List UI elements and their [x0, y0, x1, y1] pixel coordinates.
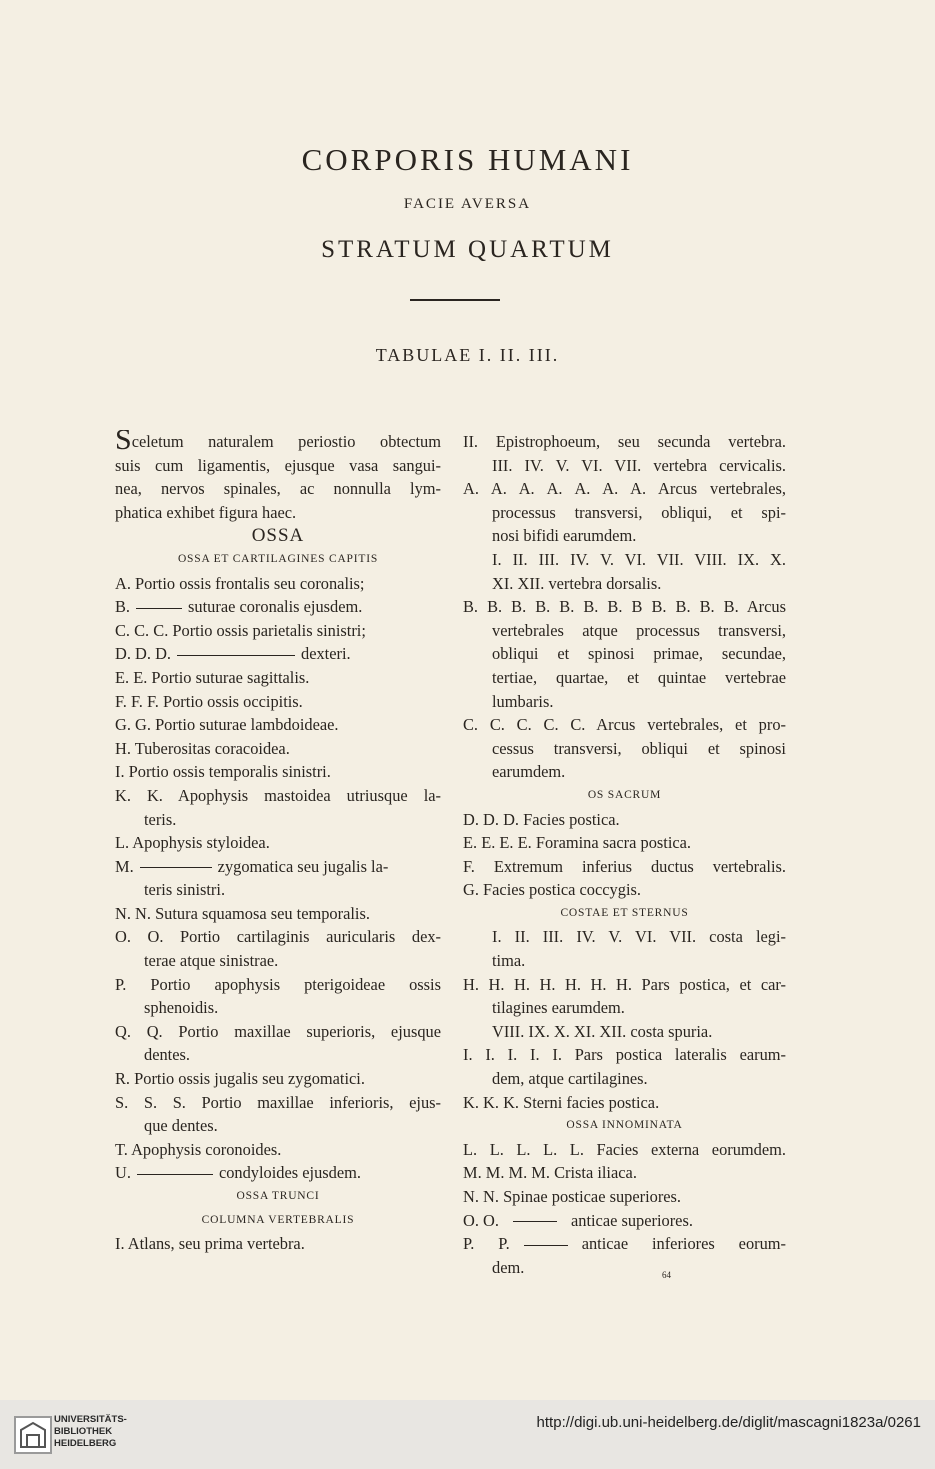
entry-line: vertebrales atque processus transversi,	[492, 620, 786, 640]
entry-line: P. P. anticae inferiores eorum-	[463, 1234, 786, 1254]
subheading-trunci: OSSA TRUNCI	[236, 1190, 320, 1202]
entry-line: C. C. C. C. C. Arcus vertebrales, et pro-	[463, 715, 786, 735]
entry-line: nosi bifidi earumdem.	[492, 526, 637, 546]
entry-line: dem.	[492, 1257, 525, 1277]
entry-line: dentes.	[144, 1045, 190, 1065]
entry-line: cessus transversi, obliqui et spinosi	[492, 738, 786, 758]
entry-line: L. L. L. L. L. Facies externa eorumdem.	[463, 1139, 786, 1159]
entry-line: I. Portio ossis temporalis sinistri.	[115, 762, 331, 782]
section-heading-ossa: OSSA	[251, 525, 305, 547]
entry-line: F. Extremum inferius ductus vertebralis.	[463, 856, 786, 876]
footer-bar	[0, 1400, 935, 1469]
entry-line: N. N. Sutura squamosa seu temporalis.	[115, 903, 370, 923]
subtitle: FACIE AVERSA	[403, 196, 532, 212]
entry-line: earumdem.	[492, 762, 566, 782]
entry-line: N. N. Spinae posticae superiores.	[463, 1187, 682, 1206]
entry-line: terae atque sinistrae.	[144, 951, 279, 971]
entry-line: G. G. Portio suturae lambdoideae.	[115, 715, 339, 735]
drop-cap: S	[115, 430, 132, 454]
entry-line: H. H. H. H. H. H. H. Pars postica, et car-	[463, 974, 786, 994]
entry-line: G. Facies postica coccygis.	[463, 880, 641, 900]
library-logo-icon	[14, 1416, 52, 1454]
entry-line: que dentes.	[144, 1116, 218, 1136]
entry-line: K. K. Apophysis mastoidea utriusque la-	[115, 785, 441, 805]
entry-line: M. zygomatica seu jugalis la-	[115, 856, 389, 876]
subheading-costae: COSTAE ET STERNUS	[560, 906, 689, 919]
left-column	[115, 430, 441, 1256]
entry-line: O. O. Portio cartilaginis auricularis dex-	[115, 927, 441, 947]
entry-line: A. A. A. A. A. A. A. Arcus vertebrales,	[463, 479, 786, 499]
entry-line: XI. XII. vertebra dorsalis.	[492, 573, 662, 593]
subheading-innominata: OSSA INNOMINATA	[566, 1119, 683, 1132]
intro-line: Sceletum naturalem periostio obtectum	[115, 430, 441, 454]
entry-line: III. IV. V. VI. VII. vertebra cervicalis.	[492, 455, 786, 475]
entry-line: I. I. I. I. I. Pars postica lateralis earum-	[463, 1045, 786, 1065]
page-number: 64	[662, 1270, 671, 1280]
entry-line: P. Portio apophysis pterigoideae ossis	[115, 974, 441, 994]
entry-line: obliqui et spinosi primae, secundae,	[492, 644, 786, 664]
entry-line: L. Apophysis styloidea.	[115, 833, 270, 853]
entry-line: tima.	[492, 951, 526, 971]
subheading-capitis: OSSA ET CARTILAGINES CAPITIS	[177, 552, 379, 565]
entry-line: tertiae, quartae, et quintae vertebrae	[492, 667, 786, 687]
entry-line: C. C. C. Portio ossis parietalis sinistri;	[115, 620, 366, 640]
entry-line: I. II. III. IV. V. VI. VII. VIII. IX. X.	[492, 549, 786, 569]
entry-line: D. D. D. dexteri.	[115, 644, 351, 664]
entry-line: sphenoidis.	[144, 998, 219, 1018]
title-divider	[410, 299, 500, 301]
entry-line: D. D. D. Facies postica.	[463, 809, 620, 829]
entry-line: teris sinistri.	[144, 880, 226, 900]
right-column	[463, 430, 786, 1279]
entry-line: A. Portio ossis frontalis seu coronalis;	[115, 573, 365, 593]
intro-line: nea, nervos spinales, ac nonnulla lym-	[115, 479, 441, 499]
entry-line: Q. Q. Portio maxillae superioris, ejusque	[115, 1021, 441, 1041]
entry-line: O. O. anticae superiores.	[463, 1210, 693, 1230]
entry-line: VIII. IX. X. XI. XII. costa spuria.	[492, 1021, 713, 1041]
main-title: CORPORIS HUMANI	[301, 142, 634, 177]
entry-line: K. K. K. Sterni facies postica.	[463, 1092, 660, 1112]
entry-line: B. B. B. B. B. B. B. B B. B. B. B. Arcus	[463, 597, 786, 617]
entry-line: processus transversi, obliqui, et spi-	[492, 502, 786, 522]
source-url-link[interactable]: http://digi.ub.uni-heidelberg.de/diglit/mascagni1823a/0261	[536, 1414, 921, 1431]
stratum-title: STRATUM QUARTUM	[321, 236, 614, 263]
subheading-sacrum: OS SACRUM	[587, 788, 662, 801]
entry-line: U. condyloides ejusdem.	[115, 1163, 361, 1183]
intro-line: phatica exhibet figura haec.	[115, 502, 297, 522]
entry-line: T. Apophysis coronoides.	[115, 1139, 282, 1159]
entry-line: F. F. F. Portio ossis occipitis.	[115, 691, 303, 711]
entry-line: R. Portio ossis jugalis seu zygomatici.	[115, 1069, 365, 1089]
entry-line: teris.	[144, 809, 177, 829]
entry-line: S. S. S. Portio maxillae inferioris, ejus-	[115, 1092, 441, 1112]
entry-line: E. E. Portio suturae sagittalis.	[115, 667, 310, 687]
library-name: UNIVERSITÄTS- BIBLIOTHEK HEIDELBERG	[54, 1414, 127, 1449]
entry-line: B. suturae coronalis ejusdem.	[115, 597, 363, 617]
entry-line: lumbaris.	[492, 691, 554, 711]
entry-line: H. Tuberositas coracoidea.	[115, 738, 290, 758]
entry-line: M. M. M. M. Crista iliaca.	[463, 1163, 637, 1183]
intro-line: suis cum ligamentis, ejusque vasa sangui-	[115, 455, 441, 475]
entry-line: tilagines earumdem.	[492, 998, 625, 1018]
entry-line: II. Epistrophoeum, seu secunda vertebra.	[463, 432, 786, 451]
tabulae-heading: TABULAE I. II. III.	[375, 345, 560, 365]
entry-line: I. II. III. IV. V. VI. VII. costa legi-	[492, 927, 786, 947]
entry-line: dem, atque cartilagines.	[492, 1069, 648, 1089]
entry-line: E. E. E. E. Foramina sacra postica.	[463, 833, 692, 853]
entry-line: I. Atlans, seu prima vertebra.	[115, 1234, 305, 1254]
subheading-columna: COLUMNA VERTEBRALIS	[201, 1213, 355, 1226]
